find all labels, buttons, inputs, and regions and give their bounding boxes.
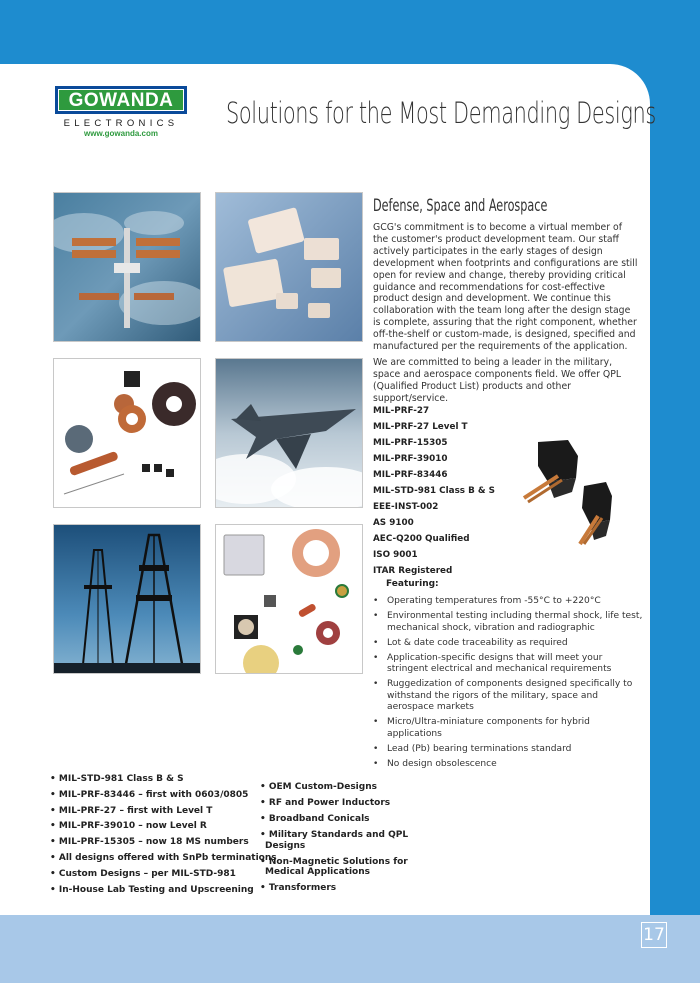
feature-item: • Environmental testing including thermal shock, life test, mechanical shock, vibration and radiographic (373, 611, 643, 634)
capabilities-list-right (260, 782, 410, 899)
feature-item: • Lead (Pb) bearing terminations standard (373, 744, 643, 756)
smd-inductor-product-photo (510, 436, 628, 548)
section-title: Defense, Space and Aerospace (373, 196, 548, 216)
feature-item: • Lot & date code traceability as required (373, 638, 643, 650)
inductor-coils-photo (53, 358, 201, 508)
capability-item: • Transformers (260, 883, 337, 893)
page-headline: Solutions for the Most Demanding Designs (226, 96, 656, 130)
feature-item: • Application-specific designs that will meet your stringent electrical and mechanical requirements (373, 653, 643, 676)
capability-item: • OEM Custom-Designs (260, 782, 377, 792)
capability-item: • MIL-PRF-27 – first with Level T (50, 805, 213, 816)
standard-item: MIL-STD-981 Class B & S (373, 486, 495, 496)
standard-item: MIL-PRF-27 (373, 406, 430, 416)
standard-item: EEE-INST-002 (373, 502, 439, 512)
standard-item: MIL-PRF-15305 (373, 438, 448, 448)
communication-towers-photo (53, 524, 201, 674)
feature-item: • Operating temperatures from -55°C to +220°C (373, 596, 643, 608)
capability-item: • Military Standards and QPL Designs (260, 830, 409, 851)
fighter-jet-photo (215, 358, 363, 508)
capability-item: • MIL-PRF-15305 – now 18 MS numbers (50, 837, 249, 848)
capability-item: • MIL-PRF-39010 – now Level R (50, 821, 207, 832)
standard-item: AEC-Q200 Qualified (373, 534, 470, 544)
gowanda-logo[interactable] (55, 86, 187, 138)
features-list (373, 596, 643, 774)
smd-components-photo (215, 192, 363, 342)
capability-item: • MIL-PRF-83446 – first with 0603/0805 (50, 789, 249, 800)
standards-list (373, 403, 495, 579)
feature-item: • Ruggedization of components designed specifically to withstand the rigors of the military, space and aerospace markets (373, 679, 643, 714)
feature-item: • No design obsolescence (373, 759, 643, 771)
standard-item: MIL-PRF-27 Level T (373, 422, 468, 432)
assorted-components-photo (215, 524, 363, 674)
standard-item: MIL-PRF-83446 (373, 470, 448, 480)
capability-item: • In-House Lab Testing and Upscreening (50, 884, 254, 895)
page-number: 17 (641, 922, 667, 948)
logo-subtitle: ELECTRONICS (63, 118, 179, 129)
featuring-heading: Featuring: (386, 579, 439, 589)
capability-item: • RF and Power Inductors (260, 798, 391, 808)
leadership-paragraph: We are committed to being a leader in the military, space and aerospace components field. We offer QPL (Qualified Product List) products and other support/service. (373, 357, 622, 404)
capability-item: • Custom Designs – per MIL-STD-981 (50, 868, 236, 879)
capabilities-list-left (50, 772, 277, 898)
commitment-paragraph: GCG's commitment is to become a virtual member of the customer's product development team. Our staff actively participates in the early stages of design development when footprints and configurations are still open for review and change, thereby providing critical guidance and recommendations for cost-effective product design and development. We continue this collaboration with the team long after the design stage is complete, assuring that the right component, whether off-the-shelf or custom-made, is designed, specified and manufactured per the requirements of the application. (373, 222, 638, 353)
footer-band (0, 915, 700, 983)
standard-item: MIL-PRF-39010 (373, 454, 448, 464)
feature-item: • Micro/Ultra-miniature components for hybrid applications (373, 717, 643, 740)
standard-item: ISO 9001 (373, 550, 418, 560)
capability-item: • MIL-STD-981 Class B & S (50, 774, 184, 784)
logo-url: www.gowanda.com (84, 129, 158, 138)
capability-item: • Non-Magnetic Solutions for Medical Applications (260, 856, 408, 877)
logo-wordmark: GOWANDA (58, 89, 184, 111)
capability-item: • All designs offered with SnPb terminations (50, 852, 277, 863)
capability-item: • Broadband Conicals (260, 814, 370, 824)
space-station-photo (53, 192, 201, 342)
standard-item: ITAR Registered (373, 566, 453, 576)
standard-item: AS 9100 (373, 518, 414, 528)
